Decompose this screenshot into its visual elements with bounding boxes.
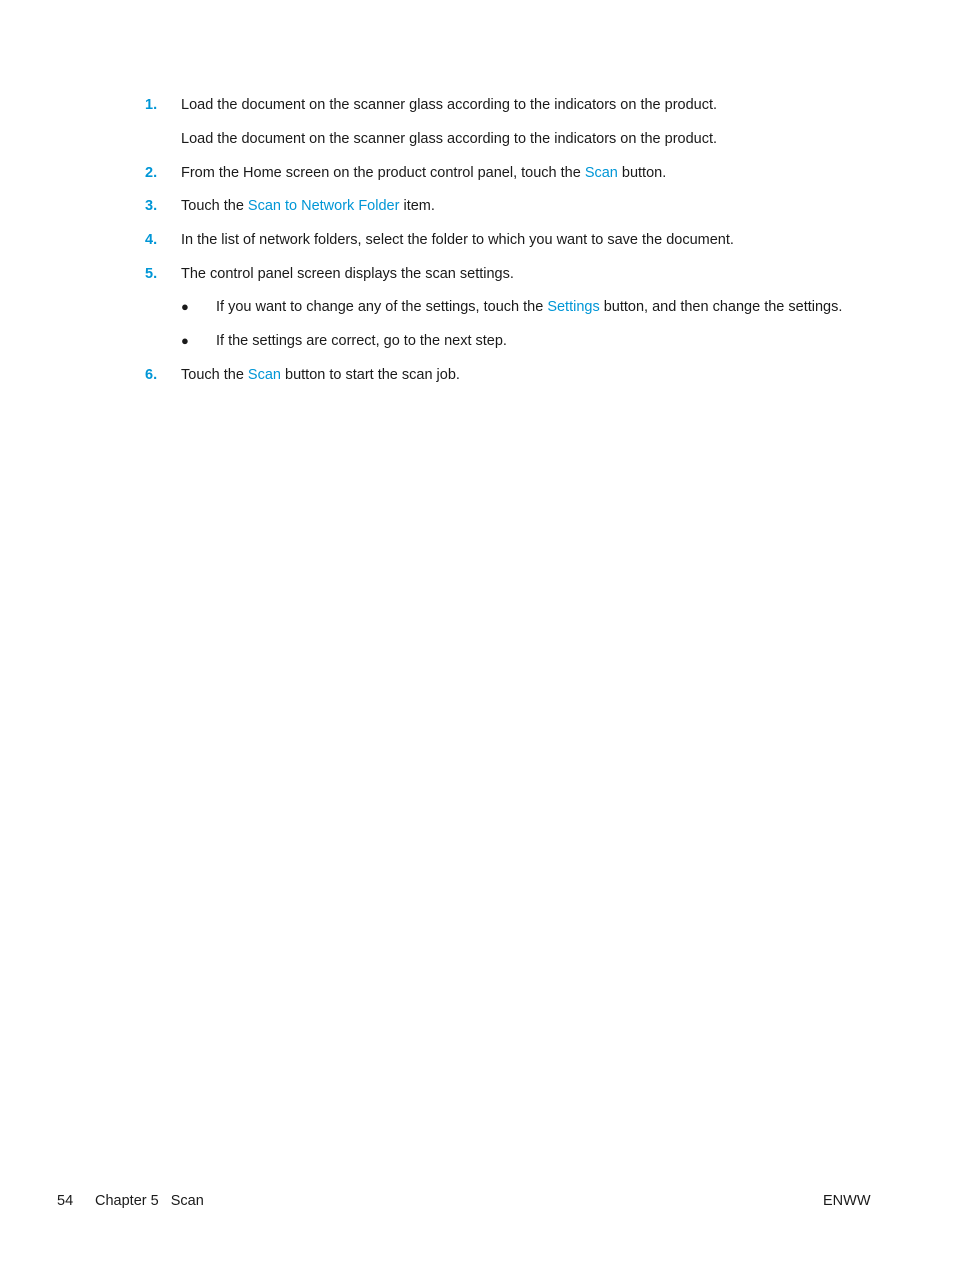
step-text-before: Touch the [181,198,248,214]
bullet-dot-icon: ● [181,333,189,348]
scan-link[interactable]: Scan [584,165,618,181]
step-text-after: item. [399,198,435,214]
step-number: 4. [145,232,158,248]
step-text [181,366,460,384]
scan-to-network-folder-link[interactable]: Scan to Network Folder [247,198,400,214]
step-text-before: From the Home screen on the product control panel, touch the [181,165,585,181]
bullet-dot-icon: ● [181,299,189,314]
step-text: The control panel screen displays the scan settings. [181,266,514,282]
step-number: 1. [145,97,158,113]
scan-link[interactable]: Scan [247,367,281,383]
step-number: 3. [145,198,158,214]
footer-page-number: 54 [57,1193,74,1209]
step-text-after: button. [617,165,667,181]
bullet-text-before: If you want to change any of the settings, touch the [216,299,548,315]
step-text: Load the document on the scanner glass according to the indicators on the product. [181,97,718,113]
bullet-text: If the settings are correct, go to the next step. [216,333,507,349]
step-text [181,164,666,182]
footer-edition: ENWW [823,1193,871,1209]
footer-chapter: Chapter 5 Scan [95,1193,204,1209]
step-text: In the list of network folders, select the folder to which you want to save the document. [181,232,734,248]
step-number: 2. [145,165,158,181]
step-note-text: Load the document on the scanner glass according to the indicators on the product. [181,131,718,147]
step-text-after: button to start the scan job. [280,367,460,383]
bullet-text-after: button, and then change the settings. [599,299,843,315]
step-text [181,197,435,215]
settings-link[interactable]: Settings [547,299,600,315]
bullet-text [216,298,842,316]
step-text-before: Touch the [181,367,248,383]
step-number: 6. [145,367,158,383]
step-number: 5. [145,266,158,282]
